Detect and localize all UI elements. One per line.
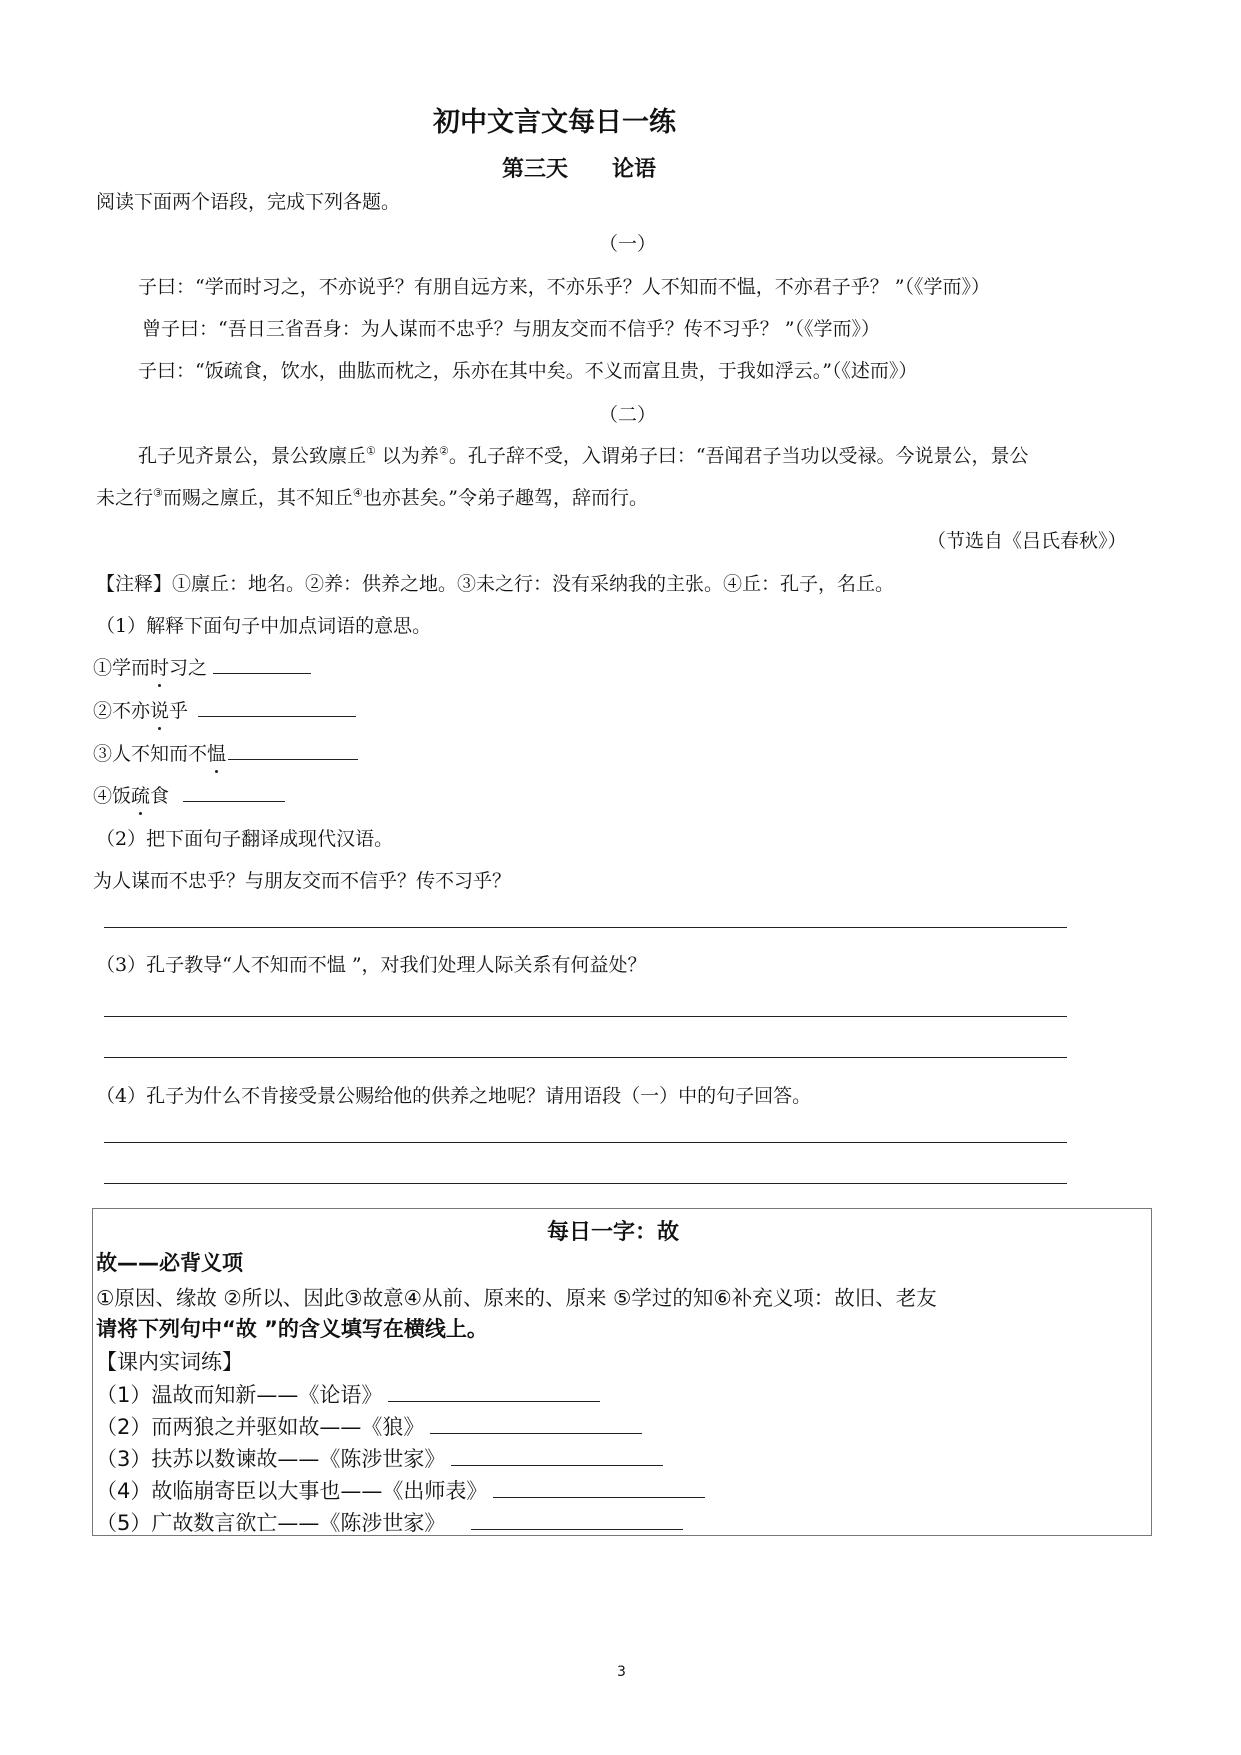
- page-number: 3: [617, 1664, 626, 1680]
- meanings-list: ①原因、缘故 ②所以、因此③故意④从前、原来的、原来 ⑤学过的知⑥补充义项：故旧、老友: [96, 1286, 937, 1310]
- practice-item-5[interactable]: （5）广故数言欲亡——《陈涉世家》: [96, 1507, 683, 1537]
- question-1-item-1[interactable]: ①学而时习之: [93, 653, 311, 680]
- section2-line-1: 孔子见齐景公，景公致廪丘① 以为养②。孔子辞不受，入谓弟子曰：“吾闻君子当功以受禄。今说景公，景公: [138, 444, 1029, 467]
- practice-item-1[interactable]: （1）温故而知新——《论语》: [96, 1379, 600, 1409]
- daily-character-heading: 每日一字：故: [547, 1220, 680, 1245]
- question-1-item-2[interactable]: ②不亦说乎: [93, 696, 356, 723]
- answer-line[interactable]: [104, 927, 1067, 928]
- notes: 【注释】①廪丘：地名。②养：供养之地。③未之行：没有采纳我的主张。④丘：孔子，名丘。: [96, 573, 895, 595]
- question-2-prompt: （2）把下面句子翻译成现代汉语。: [96, 828, 394, 850]
- instruction: 阅读下面两个语段，完成下列各题。: [96, 191, 401, 213]
- section1-line-3: 子曰：“饭疏食，饮水，曲肱而枕之，乐亦在其中矣。不义而富且贵，于我如浮云。”（《述而》）: [138, 360, 918, 382]
- question-1-item-3[interactable]: ③人不知而不愠: [93, 739, 358, 766]
- section2-line-2: 未之行③而赐之廪丘，其不知丘④也亦甚矣。”令弟子趣驾，辞而行。: [96, 486, 648, 509]
- practice-item-2[interactable]: （2）而两狼之并驱如故——《狼》: [96, 1411, 642, 1441]
- answer-line[interactable]: [104, 1016, 1067, 1017]
- page-title: 初中文言文每日一练: [433, 107, 676, 138]
- section1-line-1: 子曰：“学而时习之，不亦说乎？有朋自远方来，不亦乐乎？人不知而不愠，不亦君子乎？ ”（《学而》）: [138, 276, 990, 298]
- practice-item-4[interactable]: （4）故临崩寄臣以大事也——《出师表》: [96, 1475, 705, 1505]
- task-instruction: 请将下列句中“故 ”的含义填写在横线上。: [96, 1317, 488, 1341]
- question-4-prompt: （4）孔子为什么不肯接受景公赐给他的供养之地呢？请用语段（一）中的句子回答。: [96, 1085, 812, 1107]
- section2-label: （二）: [599, 404, 657, 426]
- source-citation: （节选自《吕氏春秋》）: [927, 530, 1127, 552]
- answer-line[interactable]: [104, 1142, 1067, 1143]
- question-3-prompt: （3）孔子教导“人不知而不愠 ”，对我们处理人际关系有何益处？: [96, 954, 647, 976]
- section1-line-2: 曾子曰：“吾日三省吾身：为人谋而不忠乎？与朋友交而不信乎？传不习乎？ ”（《学而》）: [142, 318, 880, 340]
- practice-item-3[interactable]: （3）扶苏以数谏故——《陈涉世家》: [96, 1443, 663, 1473]
- practice-title: 【课内实词练】: [96, 1350, 243, 1374]
- answer-line[interactable]: [104, 1057, 1067, 1058]
- page-subtitle: 第三天 论语: [502, 157, 657, 182]
- question-2-sentence: 为人谋而不忠乎？与朋友交而不信乎？传不习乎？: [93, 870, 512, 892]
- section1-label: （一）: [599, 233, 657, 255]
- answer-line[interactable]: [104, 1183, 1067, 1184]
- daily-character-box: [92, 1208, 1152, 1536]
- question-1-prompt: （1）解释下面句子中加点词语的意思。: [96, 615, 432, 637]
- question-1-item-4[interactable]: ④饭疏食: [93, 781, 285, 808]
- meanings-title: 故——必背义项: [96, 1251, 243, 1275]
